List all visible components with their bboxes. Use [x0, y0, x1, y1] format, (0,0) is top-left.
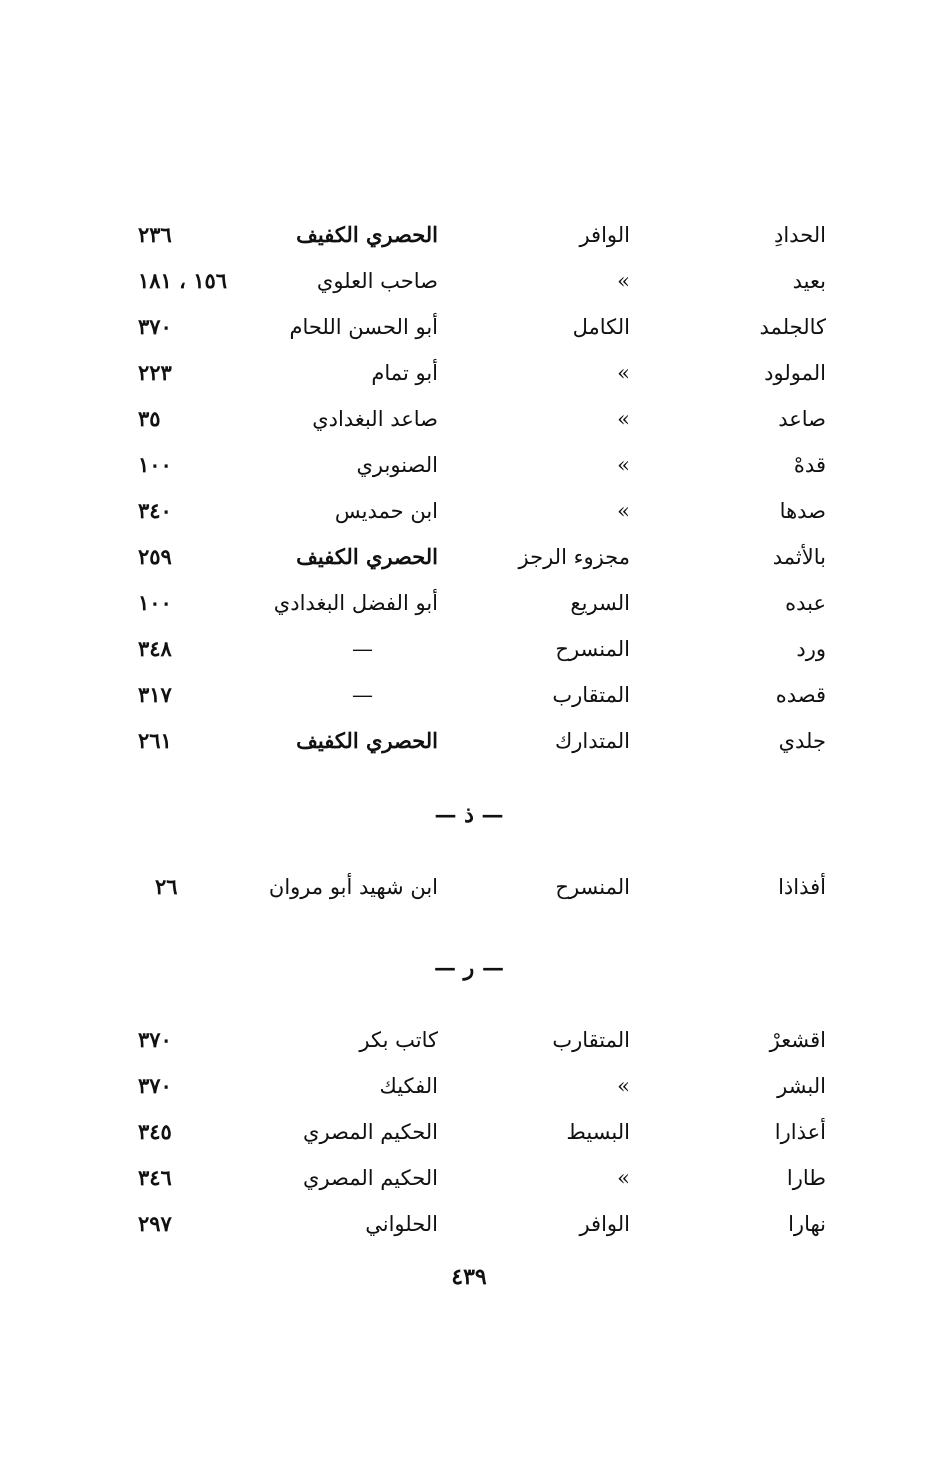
poet-name: الحصري الكفيف	[296, 544, 438, 569]
poet-name: الحكيم المصري	[303, 1166, 438, 1190]
rhyme-word: كالجلمد	[759, 315, 826, 339]
rhyme-word: الحدادِ	[774, 223, 826, 247]
rhyme-word: صاعد	[778, 407, 826, 431]
page-refs: ٣٥	[138, 406, 161, 431]
rhyme-word: بعيد	[792, 269, 826, 293]
table-row	[0, 1117, 938, 1163]
meter-name: »	[617, 1074, 630, 1098]
rhyme-word: أفذاذا	[778, 875, 826, 899]
section-heading-ra: — ر —	[434, 955, 504, 981]
poet-name: الصنوبري	[356, 453, 438, 477]
table-row	[0, 588, 938, 634]
table-row	[0, 312, 938, 358]
page-refs: ٣١٧	[138, 682, 172, 707]
rhyme-word: البشر	[777, 1074, 826, 1098]
table-row	[0, 220, 938, 266]
rhyme-word: عبده	[785, 591, 826, 615]
page-refs: ٢٥٩	[138, 544, 172, 569]
meter-name: المنسرح	[555, 875, 630, 899]
rhyme-word: طارا	[786, 1166, 826, 1190]
poet-name: صاعد البغدادي	[312, 407, 438, 431]
poet-name: الحصري الكفيف	[296, 728, 438, 753]
poet-name: الحكيم المصري	[303, 1120, 438, 1144]
table-row	[0, 266, 938, 312]
page-refs: ٣٧٠	[138, 314, 172, 339]
table-row	[0, 1209, 938, 1255]
poet-name: صاحب العلوي	[316, 269, 438, 293]
poet-name: ابن شهيد أبو مروان	[268, 875, 438, 899]
page-refs: ٣٤٨	[138, 636, 172, 661]
meter-name: المتدارك	[554, 729, 630, 753]
rhyme-word: أعذارا	[774, 1120, 826, 1144]
rhyme-word: نهارا	[788, 1212, 826, 1236]
section-dal	[0, 220, 938, 772]
page-refs: ٣٤٦	[138, 1165, 172, 1190]
page-refs: ١٥٦ ، ١٨١	[138, 268, 228, 293]
table-row	[0, 726, 938, 772]
table-row	[0, 1025, 938, 1071]
poet-name: الفكيك	[379, 1074, 438, 1098]
meter-name: »	[617, 361, 630, 385]
table-row	[0, 872, 938, 918]
rhyme-word: قدهْ	[793, 453, 826, 477]
rhyme-word: قصده	[775, 683, 826, 707]
poet-name: الحصري الكفيف	[296, 222, 438, 247]
rhyme-word: جلدي	[778, 729, 826, 753]
table-row	[0, 634, 938, 680]
section-ra	[0, 1025, 938, 1255]
meter-name: المتقارب	[552, 683, 630, 707]
poet-name: ابن حمديس	[334, 499, 438, 523]
page-refs: ٣٤٠	[138, 498, 172, 523]
table-row	[0, 404, 938, 450]
page-refs: ١٠٠	[138, 590, 172, 615]
meter-name: المنسرح	[555, 637, 630, 661]
poet-name: كاتب بكر	[359, 1028, 438, 1052]
page-refs: ٢٢٣	[138, 360, 172, 385]
meter-name: البسيط	[566, 1120, 630, 1144]
page-number: ٤٣٩	[451, 1264, 487, 1290]
page-refs: ٢٩٧	[138, 1211, 172, 1236]
meter-name: »	[617, 1166, 630, 1190]
table-row	[0, 1163, 938, 1209]
meter-name: »	[617, 453, 630, 477]
rhyme-word: صدها	[779, 499, 826, 523]
table-row	[0, 680, 938, 726]
page-refs: ٣٤٥	[138, 1119, 172, 1144]
poet-name: أبو الحسن اللحام	[289, 315, 438, 339]
meter-name: المتقارب	[552, 1028, 630, 1052]
poet-name: الحلواني	[365, 1212, 438, 1236]
meter-name: الوافر	[579, 223, 630, 247]
section-heading-dhal: — ذ —	[434, 802, 504, 828]
table-row	[0, 450, 938, 496]
table-row	[0, 542, 938, 588]
page-refs: ٢٣٦	[138, 222, 172, 247]
rhyme-word: المولود	[764, 361, 826, 385]
rhyme-word: ورد	[796, 637, 826, 661]
meter-name: السريع	[570, 591, 630, 615]
section-dhal	[0, 872, 938, 918]
page-refs: ٢٦١	[138, 728, 172, 753]
page-refs: ٢٦	[155, 874, 178, 899]
page-refs: ٣٧٠	[138, 1073, 172, 1098]
table-row	[0, 1071, 938, 1117]
meter-name: الكامل	[572, 315, 630, 339]
meter-name: »	[617, 407, 630, 431]
poet-name: أبو الفضل البغدادي	[273, 591, 438, 615]
poet-name: —	[352, 637, 373, 661]
poet-name: —	[352, 683, 373, 707]
rhyme-word: بالأثمد	[772, 545, 826, 569]
poet-name: أبو تمام	[371, 361, 438, 385]
meter-name: مجزوء الرجز	[518, 545, 630, 569]
page-refs: ١٠٠	[138, 452, 172, 477]
table-row	[0, 496, 938, 542]
meter-name: الوافر	[579, 1212, 630, 1236]
meter-name: »	[617, 499, 630, 523]
meter-name: »	[617, 269, 630, 293]
table-row	[0, 358, 938, 404]
page-refs: ٣٧٠	[138, 1027, 172, 1052]
rhyme-word: اقشعرْ	[769, 1028, 826, 1052]
